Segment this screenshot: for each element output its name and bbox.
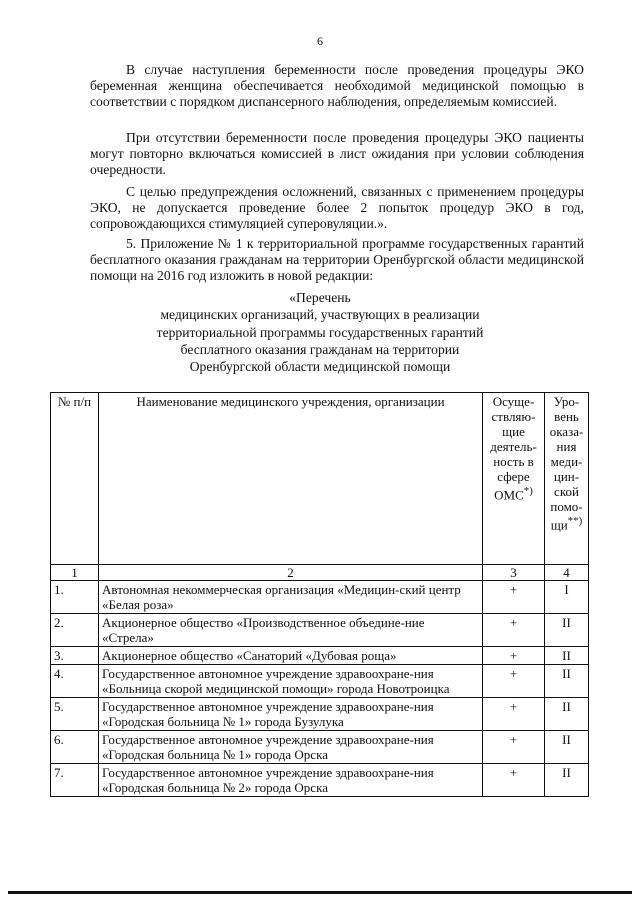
oms-mark: + (483, 698, 545, 731)
row-number: 4. (51, 665, 99, 698)
header-oms-footnote: *) (523, 485, 533, 497)
organization-name: Акционерное общество «Санаторий «Дубовая роща» (99, 647, 483, 665)
page-number: 6 (317, 34, 323, 48)
table-header-row (51, 393, 589, 565)
row-number: 6. (51, 731, 99, 764)
table-row (51, 581, 589, 614)
organization-name: Акционерное общество «Производственное объедине-ние «Стрела» (99, 614, 483, 647)
oms-mark: + (483, 614, 545, 647)
organization-name: Государственное автономное учреждение здравоохране-ния «Больница скорой медицинской помощи» города Новотроицка (99, 665, 483, 698)
column-number: 4 (545, 565, 589, 581)
list-title (60, 289, 580, 375)
list-title-line: территориальной программы государственных гарантий (156, 324, 484, 340)
list-title-line: бесплатного оказания гражданам на территории (180, 341, 460, 357)
row-number: 7. (51, 764, 99, 797)
row-number: 1. (51, 581, 99, 614)
oms-mark: + (483, 581, 545, 614)
care-level: II (545, 731, 589, 764)
header-level (545, 393, 589, 565)
care-level: II (545, 764, 589, 797)
row-number: 3. (51, 647, 99, 665)
table-row (51, 665, 589, 698)
list-title-line: медицинских организаций, участвующих в реализации (160, 307, 480, 323)
organization-name: Автономная некоммерческая организация «Медицин-ский центр «Белая роза» (99, 581, 483, 614)
organization-name: Государственное автономное учреждение здравоохране-ния «Городская больница № 1» города Бузулука (99, 698, 483, 731)
table-row (51, 614, 589, 647)
organization-name: Государственное автономное учреждение здравоохране-ния «Городская больница № 1» города Орска (99, 731, 483, 764)
care-level: II (545, 614, 589, 647)
table-row (51, 647, 589, 665)
header-oms-label: Осуще-ствляю-щие деятель-ность в сфере ОМС (490, 394, 537, 503)
column-number-row (51, 565, 589, 581)
page-bottom-rule (8, 891, 632, 894)
paragraph-appendix-amendment: 5. Приложение № 1 к территориальной программе государственных гарантий бесплатного оказания гражданам на территории Оренбургской области медицинской помощи на 2016 год изложить в новой редакции: (90, 236, 584, 283)
organization-name: Государственное автономное учреждение здравоохране-ния «Городская больница № 2» города Орска (99, 764, 483, 797)
oms-mark: + (483, 647, 545, 665)
row-number: 2. (51, 614, 99, 647)
list-title-line: Оренбургской области медицинской помощи (189, 359, 451, 375)
row-number: 5. (51, 698, 99, 731)
header-name: Наименование медицинского учреждения, организации (99, 393, 483, 565)
header-number: № п/п (51, 393, 99, 565)
paragraph-no-pregnancy: При отсутствии беременности после проведения процедуры ЭКО пациенты могут повторно включаться комиссией в лист ожидания при условии соблюдения очередности. (90, 130, 584, 177)
column-number: 3 (483, 565, 545, 581)
oms-mark: + (483, 731, 545, 764)
care-level: II (545, 647, 589, 665)
paragraph-pregnancy: В случае наступления беременности после проведения процедуры ЭКО беременная женщина обеспечивается необходимой медицинской помощью в соответствии с порядком диспансерного наблюдения, определяемым комиссией. (90, 62, 584, 109)
care-level: I (545, 581, 589, 614)
paragraph-complications: С целью предупреждения осложнений, связанных с применением процедуры ЭКО, не допускается проведение более 2 попыток процедур ЭКО в год, сопровождающихся стимуляцией суперовуляции.». (90, 184, 584, 231)
header-level-label: Уро-вень оказа-ния меди-цин-ской помо-щи (549, 394, 584, 533)
header-level-footnote: **) (567, 515, 583, 527)
table-row (51, 731, 589, 764)
care-level: II (545, 665, 589, 698)
organizations-table (50, 392, 589, 797)
column-number: 1 (51, 565, 99, 581)
table-row (51, 764, 589, 797)
column-number: 2 (99, 565, 483, 581)
table-row (51, 698, 589, 731)
list-title-line: «Перечень (289, 290, 351, 305)
oms-mark: + (483, 764, 545, 797)
header-oms (483, 393, 545, 565)
care-level: II (545, 698, 589, 731)
oms-mark: + (483, 665, 545, 698)
